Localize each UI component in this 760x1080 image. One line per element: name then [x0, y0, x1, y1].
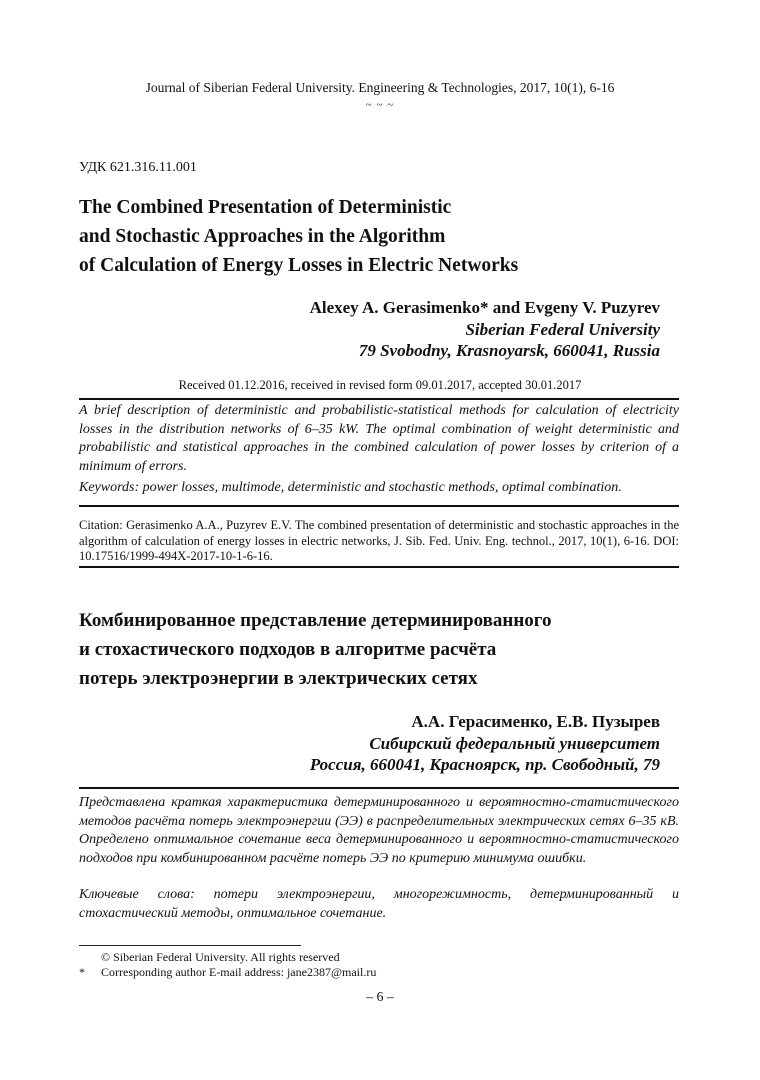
authors-russian-block [310, 711, 660, 776]
divider [79, 787, 679, 789]
footnote-divider [79, 945, 301, 946]
address-russian: Россия, 660041, Красноярск, пр. Свободный, 79 [309, 755, 660, 774]
title-ru-line-1: Комбинированное представление детерминированного [79, 610, 552, 631]
udc-code: УДК 621.316.11.001 [79, 160, 197, 175]
title-en-line-2: and Stochastic Approaches in the Algorithm [79, 226, 446, 247]
citation: Citation: Gerasimenko A.A., Puzyrev E.V. The combined presentation of deterministic and stochastic approaches in the algorithm of calculation of energy losses in electric networks, J. Sib. Fed. Univ. Eng. technol., 2017, 10(1), 6-16. DOI: 10.17516/1999-494X-2017-10-1-6-16. [79, 518, 679, 563]
page-number: – 6 – [366, 990, 394, 1005]
affiliation-english: Siberian Federal University [465, 319, 660, 339]
journal-header: Journal of Siberian Federal University. Engineering & Technologies, 2017, 10(1), 6-16 [145, 80, 615, 95]
affiliation-russian: Сибирский федеральный университет [369, 733, 660, 753]
authors-english-block [310, 297, 660, 362]
footnote-star: * [79, 965, 85, 979]
footnote-copyright [79, 950, 340, 965]
title-ru-line-3: потерь электроэнергии в электрических сетях [79, 668, 478, 689]
footnote-corresponding [79, 965, 376, 980]
authors-english: Alexey A. Gerasimenko* and Evgeny V. Puzyrev [309, 298, 660, 317]
header-ornament: ~ ~ ~ [365, 99, 395, 111]
divider [79, 566, 679, 568]
title-english [79, 193, 679, 280]
title-russian [79, 606, 699, 693]
copyright-text: © Siberian Federal University. All rights reserved [101, 950, 340, 964]
title-ru-line-2: и стохастического подходов в алгоритме расчёта [79, 639, 497, 660]
abstract-russian: Представлена краткая характеристика детерминированного и вероятностно-статистического методов расчёта потерь электроэнергии (ЭЭ) в распределительных электрических сетях 6–35 кВ. Определено оптимальное сочетание веса детерминированного и вероятностно-статистического подходов при комбинированном расчёте потерь ЭЭ по критерию минимума ошибки. [79, 795, 679, 866]
address-english: 79 Svobodny, Krasnoyarsk, 660041, Russia [358, 341, 660, 360]
title-en-line-1: The Combined Presentation of Deterministic [79, 197, 452, 218]
received-dates: Received 01.12.2016, received in revised form 09.01.2017, accepted 30.01.2017 [178, 378, 582, 392]
divider [79, 398, 679, 400]
corresponding-email: Corresponding author E-mail address: jane2387@mail.ru [101, 965, 377, 979]
abstract-english: A brief description of deterministic and probabilistic-statistical methods for calculation of electricity losses in the distribution networks of 6–35 kW. The optimal combination of weight deterministic and probabilistic and statistical approaches in the combined calculation of power losses by criterion of a minimum of errors. [79, 403, 679, 474]
title-en-line-3: of Calculation of Energy Losses in Electric Networks [79, 255, 519, 276]
keywords-russian: Ключевые слова: потери электроэнергии, многорежимность, детерминированный и стохастический методы, оптимальное сочетание. [79, 887, 679, 921]
divider [79, 505, 679, 507]
authors-russian: А.А. Герасименко, Е.В. Пузырев [411, 712, 660, 731]
keywords-english: Keywords: power losses, multimode, deterministic and stochastic methods, optimal combination. [79, 480, 622, 495]
